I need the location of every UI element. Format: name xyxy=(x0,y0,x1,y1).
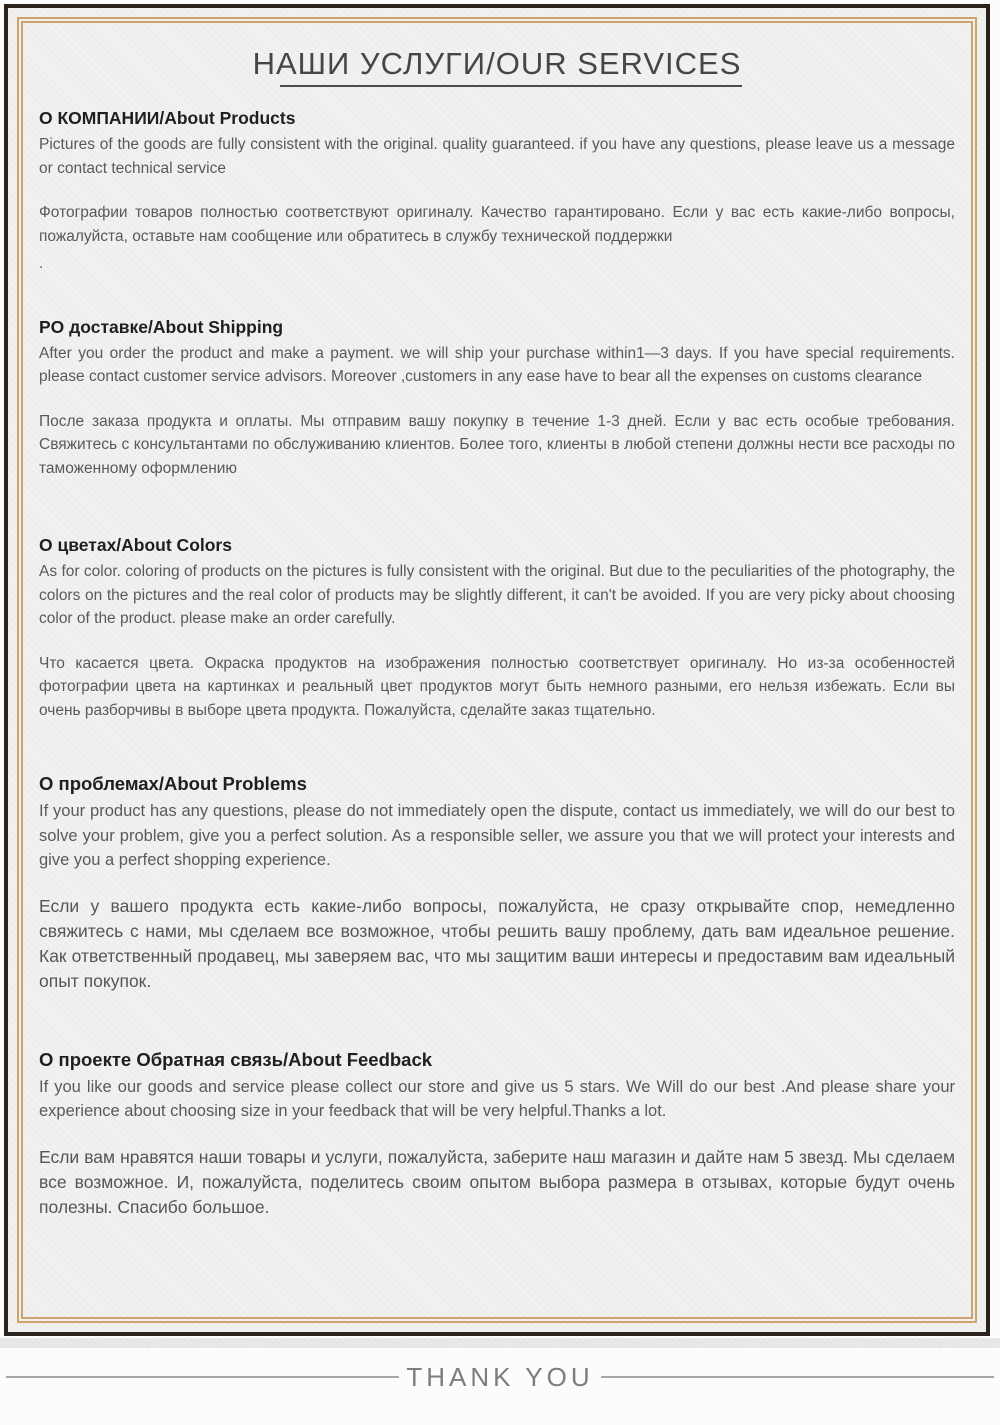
section-text-russian: Что касается цвета. Окраска продуктов на изображения полностью соответствует оригиналу. Но из-за особенностей фотографии цвета на картинках и реальный цвет продуктов могут быть немного разными, его нельзя избежать. Если вы очень разборчивы в выборе цвета продукта. Пожалуйста, сделайте заказ тщательно. xyxy=(39,654,955,719)
section-heading: О КОМПАНИИ/About Products xyxy=(39,108,296,128)
section-text-russian: Если вам нравятся наши товары и услуги, пожалуйста, заберите наш магазин и дайте нам 5 звезд. Мы сделаем все возможное. И, пожалуйста, поделитесь своим опытом выбора размера в отзывах, которые будут очень полезны. Спасибо большое. xyxy=(39,1146,955,1217)
section-about-shipping xyxy=(39,316,955,481)
section-about-problems xyxy=(39,772,955,994)
section-heading: PO доставке/About Shipping xyxy=(39,316,284,337)
section-about-colors xyxy=(39,534,955,722)
thank-you-text: THANK YOU xyxy=(406,1361,594,1392)
section-heading: О цветах/About Colors xyxy=(39,535,232,555)
section-text-english: After you order the product and make a payment. we will ship your purchase within1—3 days. If you have special requirements. please contact customer service advisors. Moreover ,customers in any ease have to bear all the expenses on customs clearance xyxy=(39,344,955,385)
thank-you-divider xyxy=(0,1361,1000,1393)
section-about-feedback xyxy=(39,1048,955,1220)
divider-line-right xyxy=(601,1376,994,1378)
section-text-russian: После заказа продукта и оплаты. Мы отправим вашу покупку в течение 1-3 дней. Если у вас есть особые требования. Свяжитесь с консультантами по обслуживанию клиентов. Более того, клиенты в любой степени должны нести все расходы по таможенному оформлению xyxy=(39,412,955,477)
section-text-russian: Фотографии товаров полностью соответствуют оригиналу. Качество гарантировано. Если у вас есть какие-либо вопросы, пожалуйста, оставьте нам сообщение или обратитесь в службу технической поддержки xyxy=(39,204,955,245)
section-text-english: If you like our goods and service please collect our store and give us 5 stars. We Will do our best .And please share your experience about choosing size in your feedback that will be very helpful.Thanks a lot. xyxy=(39,1077,955,1120)
section-text-russian: Если у вашего продукта есть какие-либо вопросы, пожалуйста, не сразу открывайте спор, немедленно свяжитесь с нами, мы сделаем все возможное, чтобы решить вашу проблему, дать вам идеальное решение. Как ответственный продавец, мы заверяем вас, что мы защитим ваши интересы и предоставим вам идеальный опыт покупок. xyxy=(39,895,955,991)
section-text-english: As for color. coloring of products on the pictures is fully consistent with the original. But due to the peculiarities of the photography, the colors on the pictures and the real color of products may be slightly different, it can't be avoided. If you are very picky about choosing color of the product. please make an order carefully. xyxy=(39,563,955,627)
section-text-english: Pictures of the goods are fully consistent with the original. quality guaranteed. if you have any questions, please leave us a message or contact technical service xyxy=(39,136,955,177)
section-heading: О проблемах/About Problems xyxy=(39,773,307,794)
section-text-english: If your product has any questions, please do not immediately open the dispute, contact us immediately, we will do our best to solve your problem, give you a perfect solution. As a responsible seller, we assure you that we will protect your interests and give you a perfect shopping experience. xyxy=(39,802,955,869)
background-texture-band xyxy=(0,1338,1000,1348)
decorative-gold-frame xyxy=(17,17,977,1323)
card-content xyxy=(23,23,971,1317)
page-title: НАШИ УСЛУГИ/OUR SERVICES xyxy=(252,46,742,81)
decorative-dark-frame xyxy=(4,4,990,1336)
divider-line-left xyxy=(6,1376,399,1378)
title-underline xyxy=(280,85,742,87)
section-heading: О проекте Обратная связь/About Feedback xyxy=(39,1048,433,1070)
section-about-products xyxy=(39,107,955,276)
stray-period: . xyxy=(39,255,44,272)
